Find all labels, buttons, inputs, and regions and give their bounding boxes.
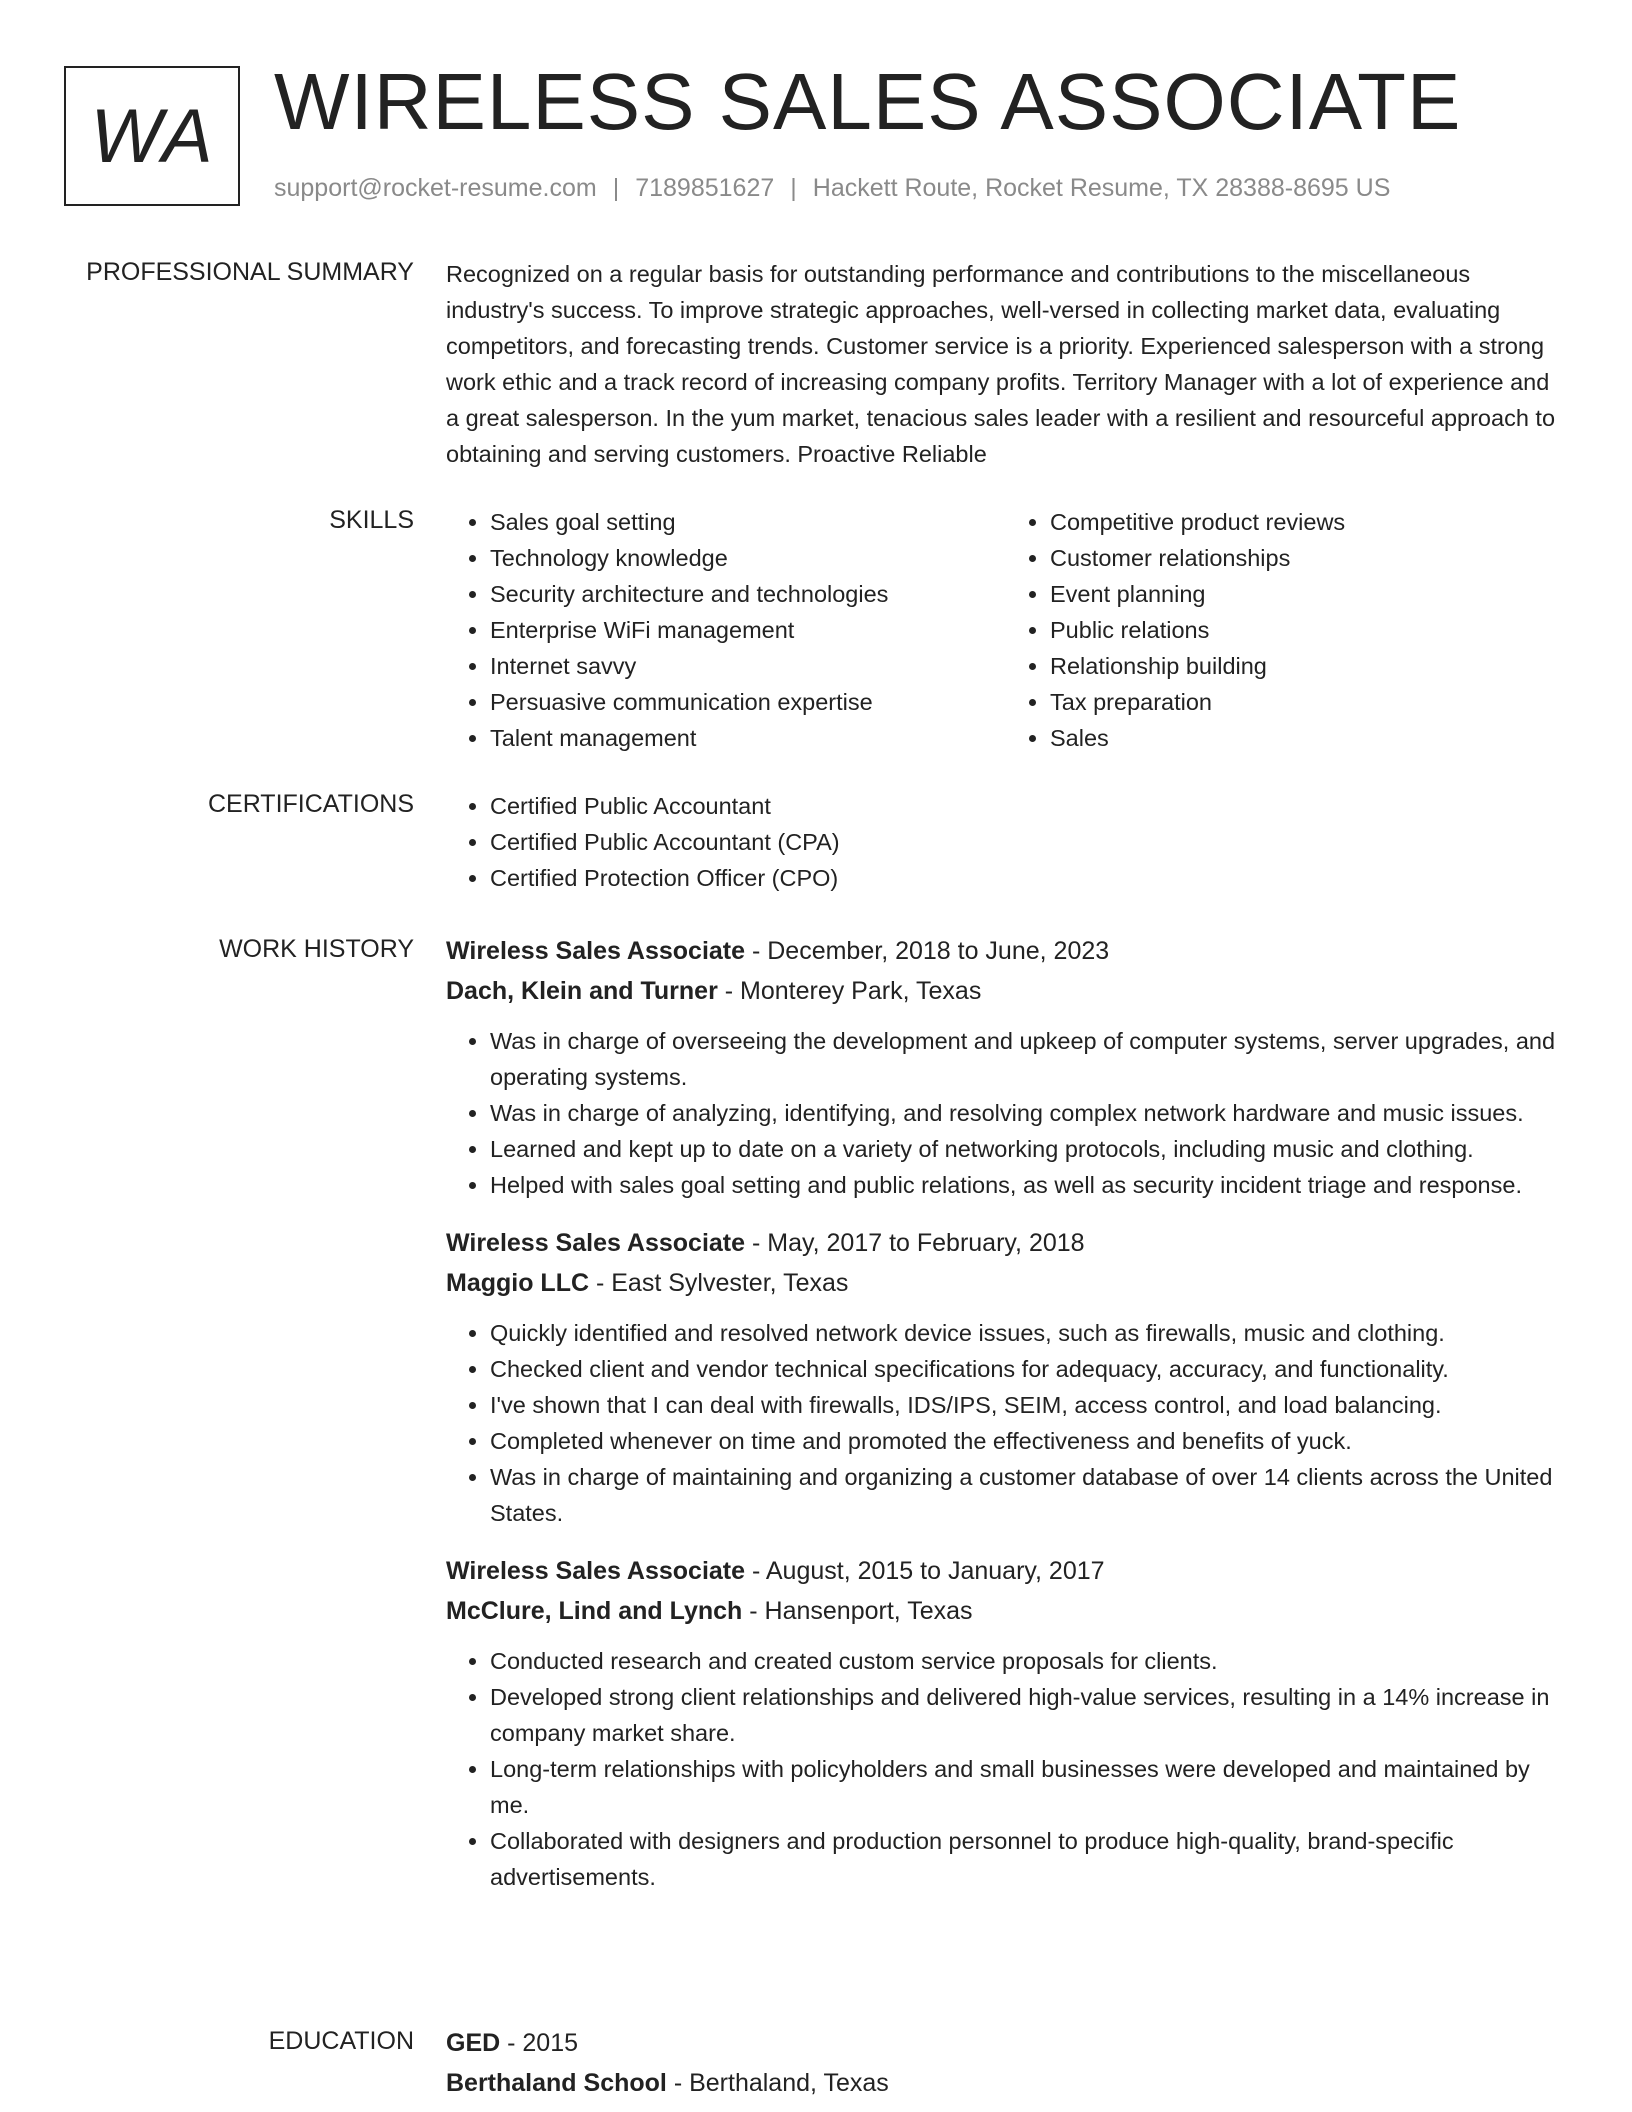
skill-item: • Tax preparation xyxy=(1050,684,1566,720)
education-school: Berthaland School xyxy=(446,2069,667,2097)
work-history-body xyxy=(446,931,1566,1895)
contact-line xyxy=(274,174,1390,203)
job-dates: - August, 2015 to January, 2017 xyxy=(745,1557,1105,1585)
job-bullet: • I've shown that I can deal with firewalls, IDS/IPS, SEIM, access control, and load balancing. xyxy=(490,1387,1566,1423)
job-bullet: • Checked client and vendor technical specifications for adequacy, accuracy, and functionality. xyxy=(490,1351,1566,1387)
skills-list-left xyxy=(446,504,1006,756)
job-location: - East Sylvester, Texas xyxy=(589,1269,849,1297)
job-bullet: • Was in charge of analyzing, identifying, and resolving complex network hardware and music issues. xyxy=(490,1095,1566,1131)
skill-item: • Sales xyxy=(1050,720,1566,756)
job-bullet: • Quickly identified and resolved network device issues, such as firewalls, music and clothing. xyxy=(490,1315,1566,1351)
skill-item: • Customer relationships xyxy=(1050,540,1566,576)
job-bullet: • Collaborated with designers and production personnel to produce high-quality, brand-specific advertisements. xyxy=(490,1823,1566,1895)
certifications-list xyxy=(446,788,1566,896)
job-entry xyxy=(446,931,1566,1203)
job-company-line xyxy=(446,1263,1566,1303)
job-bullet: • Conducted research and created custom service proposals for clients. xyxy=(490,1643,1566,1679)
job-title-line xyxy=(446,931,1566,971)
job-title: Wireless Sales Associate xyxy=(446,1557,746,1585)
skill-item: • Internet savvy xyxy=(490,648,1006,684)
education-school-line xyxy=(446,2063,1566,2103)
monogram-logo: WA xyxy=(64,66,240,206)
contact-separator: | xyxy=(790,174,797,202)
skill-item: • Event planning xyxy=(1050,576,1566,612)
skill-item: • Talent management xyxy=(490,720,1006,756)
skills-heading: SKILLS xyxy=(329,506,414,534)
skill-item: • Public relations xyxy=(1050,612,1566,648)
certifications-heading: CERTIFICATIONS xyxy=(207,790,414,818)
education-heading: EDUCATION xyxy=(268,2027,414,2055)
skill-item: • Security architecture and technologies xyxy=(490,576,1006,612)
work-history-heading: WORK HISTORY xyxy=(219,935,414,963)
job-bullet-list xyxy=(446,1023,1566,1203)
skills-list-right xyxy=(1006,504,1566,756)
job-bullet: • Long-term relationships with policyholders and small businesses were developed and maintained by me. xyxy=(490,1751,1566,1823)
job-entry xyxy=(446,1223,1566,1531)
job-bullet: • Was in charge of maintaining and organizing a customer database of over 14 clients across the United States. xyxy=(490,1459,1566,1531)
skill-item: • Technology knowledge xyxy=(490,540,1006,576)
job-dates: - December, 2018 to June, 2023 xyxy=(745,937,1110,965)
job-bullet: • Learned and kept up to date on a variety of networking protocols, including music and clothing. xyxy=(490,1131,1566,1167)
certification-item: • Certified Protection Officer (CPO) xyxy=(490,860,1566,896)
job-title-line xyxy=(446,1551,1566,1591)
job-bullet-list xyxy=(446,1315,1566,1531)
job-company-line xyxy=(446,971,1566,1011)
skill-item: • Enterprise WiFi management xyxy=(490,612,1006,648)
certification-item: • Certified Public Accountant (CPA) xyxy=(490,824,1566,860)
page-title: WIRELESS SALES ASSOCIATE xyxy=(274,57,1462,146)
job-entry xyxy=(446,1551,1566,1895)
job-title: Wireless Sales Associate xyxy=(446,937,746,965)
job-bullet: • Developed strong client relationships and delivered high-value services, resulting in a 14% increase in company market share. xyxy=(490,1679,1566,1751)
job-company: Dach, Klein and Turner xyxy=(446,977,718,1005)
job-bullet: • Was in charge of overseeing the development and upkeep of computer systems, server upgrades, and operating systems. xyxy=(490,1023,1566,1095)
job-title-line xyxy=(446,1223,1566,1263)
education-degree: GED xyxy=(446,2029,501,2057)
skill-item: • Sales goal setting xyxy=(490,504,1006,540)
job-dates: - May, 2017 to February, 2018 xyxy=(745,1229,1085,1257)
certifications-body xyxy=(446,788,1566,896)
contact-separator: | xyxy=(612,174,620,202)
job-company: McClure, Lind and Lynch xyxy=(446,1597,743,1625)
job-location: - Hansenport, Texas xyxy=(742,1597,973,1625)
job-company: Maggio LLC xyxy=(446,1269,590,1297)
certification-item: • Certified Public Accountant xyxy=(490,788,1566,824)
job-bullet-list xyxy=(446,1643,1566,1895)
education-location: - Berthaland, Texas xyxy=(666,2069,889,2097)
job-location: - Monterey Park, Texas xyxy=(717,977,982,1005)
job-company-line xyxy=(446,1591,1566,1631)
education-year: - 2015 xyxy=(500,2029,579,2057)
contact-email[interactable]: support@rocket-resume.com xyxy=(274,174,597,202)
job-bullet: • Completed whenever on time and promoted the effectiveness and benefits of yuck. xyxy=(490,1423,1566,1459)
skill-item: • Persuasive communication expertise xyxy=(490,684,1006,720)
education-body xyxy=(446,2023,1566,2103)
education-degree-line xyxy=(446,2023,1566,2063)
contact-phone[interactable]: 7189851627 xyxy=(635,174,775,202)
skills-columns xyxy=(446,504,1566,756)
job-title: Wireless Sales Associate xyxy=(446,1229,746,1257)
skill-item: • Competitive product reviews xyxy=(1050,504,1566,540)
contact-address: Hackett Route, Rocket Resume, TX 28388-8695 US xyxy=(812,174,1391,202)
summary-heading: PROFESSIONAL SUMMARY xyxy=(86,258,414,286)
summary-text: Recognized on a regular basis for outstanding performance and contributions to the miscellaneous industry's success. To improve strategic approaches, well-versed in collecting market data, evaluating competitors, and forecasting trends. Customer service is a priority. Experienced salesperson with a strong work ethic and a track record of increasing company profits. Territory Manager with a lot of experience and a great salesperson. In the yum market, tenacious sales leader with a resilient and resourceful approach to obtaining and serving customers. Proactive Reliable xyxy=(446,261,1556,467)
job-bullet: • Helped with sales goal setting and public relations, as well as security incident triage and response. xyxy=(490,1167,1566,1203)
skill-item: • Relationship building xyxy=(1050,648,1566,684)
